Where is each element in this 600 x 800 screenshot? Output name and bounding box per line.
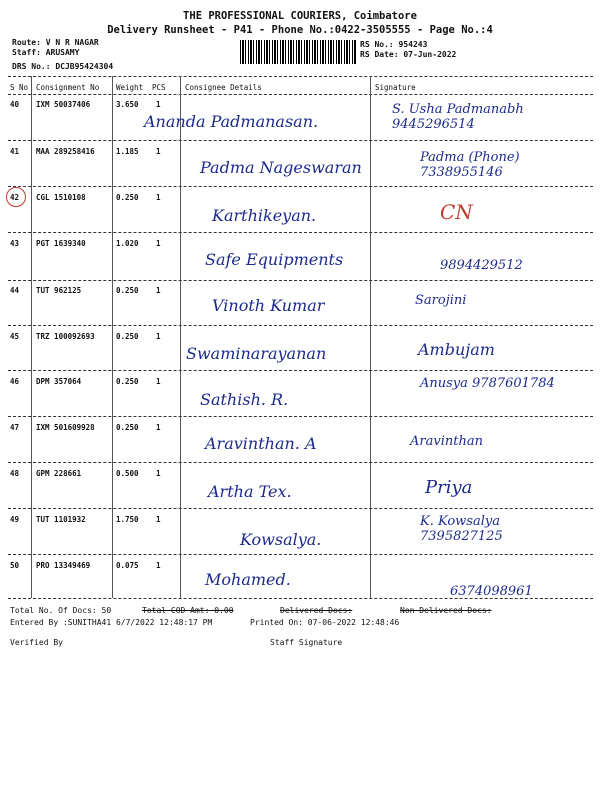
row-consignee: Safe Equipments <box>205 250 344 269</box>
row-signature: S. Usha Padmanabh 9445296514 <box>392 102 524 132</box>
document-subtitle: Delivery Runsheet - P41 - Phone No.:0422-3505555 - Page No.:4 <box>107 24 493 36</box>
non-delivered-docs: Non Delivered Docs: <box>400 606 492 615</box>
row-consignment: CGL 1510108 <box>36 193 86 202</box>
row-weight: 1.750 <box>116 515 139 524</box>
table-bottom-rule <box>8 598 593 599</box>
row-rule <box>8 325 593 326</box>
row-weight: 0.250 <box>116 332 139 341</box>
rs-date: RS Date: 07-Jun-2022 <box>360 50 457 59</box>
row-consignment: PGT 1639340 <box>36 239 86 248</box>
row-pcs: 1 <box>156 561 161 570</box>
row-consignee: Swaminarayanan <box>186 344 327 363</box>
row-consignment: TRZ 100092693 <box>36 332 95 341</box>
barcode <box>240 40 356 64</box>
row-consignment: TUT 962125 <box>36 286 82 295</box>
row-signature: Sarojini <box>415 293 467 308</box>
row-rule <box>8 280 593 281</box>
row-pcs: 1 <box>156 239 161 248</box>
col-sno: S No <box>10 83 29 92</box>
row-signature: CN <box>440 200 473 224</box>
rs-number: RS No.: 954243 <box>360 40 428 49</box>
route-label: Route: V N R NAGAR <box>12 38 99 47</box>
row-signature: 6374098961 <box>450 584 533 599</box>
row-pcs: 1 <box>156 286 161 295</box>
divider <box>180 76 181 598</box>
row-pcs: 1 <box>156 332 161 341</box>
total-docs: Total No. Of Docs: 50 <box>10 606 112 615</box>
row-consignee: Vinoth Kumar <box>212 296 325 315</box>
row-rule <box>8 232 593 233</box>
row-signature: Priya <box>425 477 473 498</box>
row-sno: 42 <box>10 193 20 202</box>
row-signature: Padma (Phone) 7338955146 <box>420 150 520 180</box>
row-sno: 44 <box>10 286 20 295</box>
row-sno: 41 <box>10 147 20 156</box>
row-sno: 40 <box>10 100 20 109</box>
col-pcs: PCS <box>152 83 166 92</box>
divider <box>112 76 113 598</box>
row-consignee: Mohamed. <box>205 570 291 589</box>
row-weight: 1.020 <box>116 239 139 248</box>
drs-number: DRS No.: DCJB95424304 <box>12 62 114 71</box>
row-rule <box>8 186 593 187</box>
row-rule <box>8 554 593 555</box>
row-consignment: IXM 50037406 <box>36 100 91 109</box>
row-consignment: GPM 228661 <box>36 469 82 478</box>
entered-by: Entered By :SUNITHA41 6/7/2022 12:48:17 PM <box>10 618 213 627</box>
divider <box>31 76 32 598</box>
col-consignment: Consignment No <box>36 83 100 92</box>
staff-label: Staff: ARUSAMY <box>12 48 80 57</box>
table-header-rule <box>8 94 593 95</box>
row-consignee: Aravinthan. A <box>205 434 317 453</box>
row-consignee: Padma Nageswaran <box>200 158 362 177</box>
row-weight: 0.075 <box>116 561 139 570</box>
row-weight: 0.250 <box>116 286 139 295</box>
table-top-rule <box>8 76 593 77</box>
delivered-docs: Delivered Docs: <box>280 606 353 615</box>
row-consignment: PRO 13349469 <box>36 561 91 570</box>
row-signature: Aravinthan <box>410 434 483 449</box>
row-signature: Anusya 9787601784 <box>420 376 555 391</box>
verified-by: Verified By <box>10 638 63 647</box>
row-sno: 48 <box>10 469 20 478</box>
col-signature: Signature <box>375 83 416 92</box>
row-consignee: Ananda Padmanasan. <box>144 112 319 131</box>
row-consignment: MAA 289258416 <box>36 147 95 156</box>
row-weight: 1.185 <box>116 147 139 156</box>
divider <box>370 76 371 598</box>
row-consignee: Karthikeyan. <box>212 206 317 225</box>
row-consignment: TUT 1101932 <box>36 515 86 524</box>
document-title: THE PROFESSIONAL COURIERS, Coimbatore <box>183 10 417 22</box>
row-weight: 0.500 <box>116 469 139 478</box>
row-pcs: 1 <box>156 193 161 202</box>
row-sno: 43 <box>10 239 20 248</box>
row-pcs: 1 <box>156 423 161 432</box>
row-consignee: Kowsalya. <box>240 530 322 549</box>
row-sno: 50 <box>10 561 20 570</box>
col-consignee: Consignee Details <box>185 83 262 92</box>
staff-signature: Staff Signature <box>270 638 343 647</box>
row-sno: 47 <box>10 423 20 432</box>
row-weight: 0.250 <box>116 377 139 386</box>
row-weight: 0.250 <box>116 193 139 202</box>
row-weight: 0.250 <box>116 423 139 432</box>
total-cod: Total COD Amt: 0.00 <box>142 606 234 615</box>
row-signature: K. Kowsalya 7395827125 <box>420 514 503 544</box>
row-consignment: IXM 501609928 <box>36 423 95 432</box>
row-consignee: Artha Tex. <box>208 482 292 501</box>
row-pcs: 1 <box>156 469 161 478</box>
row-rule <box>8 416 593 417</box>
col-weight: Weight <box>116 83 144 92</box>
row-signature: 9894429512 <box>440 258 523 273</box>
row-sno: 49 <box>10 515 20 524</box>
row-signature: Ambujam <box>418 340 495 359</box>
row-pcs: 1 <box>156 377 161 386</box>
row-rule <box>8 462 593 463</box>
row-sno: 46 <box>10 377 20 386</box>
printed-on: Printed On: 07-06-2022 12:48:46 <box>250 618 400 627</box>
row-consignee: Sathish. R. <box>200 390 289 409</box>
row-consignment: DPM 357064 <box>36 377 82 386</box>
row-pcs: 1 <box>156 515 161 524</box>
row-rule <box>8 370 593 371</box>
row-sno: 45 <box>10 332 20 341</box>
row-weight: 3.650 <box>116 100 139 109</box>
row-rule <box>8 140 593 141</box>
row-pcs: 1 <box>156 100 161 109</box>
row-rule <box>8 508 593 509</box>
row-pcs: 1 <box>156 147 161 156</box>
